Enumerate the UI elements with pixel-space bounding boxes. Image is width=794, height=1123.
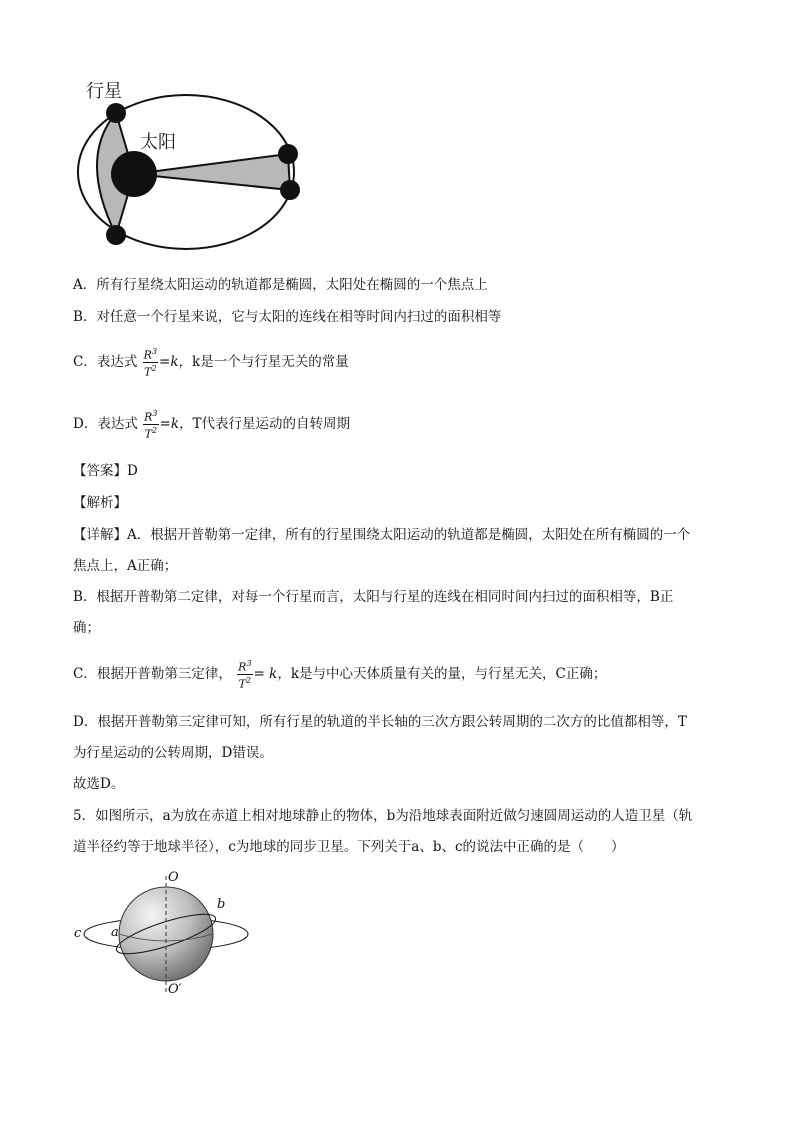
label-a: a [111,925,119,940]
option-a: A．所有行星绕太阳运动的轨道都是椭圆，太阳处在椭圆的一个焦点上 [73,277,488,293]
explanation-c: C．根据开普勒第三定律， $\frac{R^3}{T^2}$ = k，k是与中心天体质量有关的量，与行星无关，C正确； [73,659,607,691]
planet-right-lower [280,180,300,200]
option-c-prefix: C．表达式 [73,354,138,370]
planet-bottom-left [106,225,126,245]
option-c: C．表达式 $\frac{R^3}{T^2}$ =k，k是一个与行星无关的常量 [73,347,349,379]
explanation-a-line2: 焦点上，A正确； [73,558,178,574]
answer-label: 【答案】 [73,463,127,479]
explanation-d-line1: D．根据开普勒第三定律可知，所有行星的轨道的半长轴的三次方跟公转周期的二次方的比值都相等，T [73,714,687,730]
sun-label: 太阳 [140,132,176,153]
label-o-prime: O′ [168,982,182,997]
formula-fraction: $\frac{R^3}{T^2}$ [144,409,158,441]
conclusion: 故选D。 [73,776,125,792]
option-c-suffix: k是一个与行星无关的常量 [192,354,349,370]
option-b: B．对任意一个行星来说，它与太阳的连线在相等时间内扫过的面积相等 [73,309,502,325]
sun [111,151,157,197]
explanation-b-line2: 确； [73,620,100,636]
label-c: c [74,926,82,941]
formula-fraction: $\frac{R^3}{T^2}$ [143,347,158,379]
label-o: O [168,870,179,885]
explanation-a-line1: 【详解】A．根据开普勒第一定律，所有的行星围绕太阳运动的轨道都是椭圆，太阳处在所有椭圆的一个 [73,527,691,543]
question5-line1: 5．如图所示，a为放在赤道上相对地球静止的物体，b为沿地球表面附近做匀速圆周运动的人造卫星（轨 [73,808,693,824]
option-d: D．表达式 $\frac{R^3}{T^2}$ =k，T代表行星运动的自转周期 [73,409,351,441]
answer-value: D [127,463,138,479]
question5-line2: 道半径约等于地球半径），c为地球的同步卫星。下列关于a、b、c的说法中正确的是（ ） [73,839,625,855]
planet-right-upper [278,144,298,164]
formula-fraction: $\frac{R^3}{T^2}$ [238,659,252,691]
explanation-b-line1: B．根据开普勒第二定律，对每一个行星而言，太阳与行星的连线在相同时间内扫过的面积相等，B正 [73,589,674,605]
explanation-d-line2: 为行星运动的公转周期，D错误。 [73,745,273,761]
label-b: b [217,897,226,912]
answer-line [73,461,138,481]
analysis-label: 【解析】 [73,495,127,511]
option-d-prefix: D．表达式 [73,416,138,432]
option-d-suffix: T代表行星运动的自转周期 [192,416,351,432]
planet-top-left [106,103,126,123]
swept-area-right [134,154,290,190]
planet-label: 行星 [86,81,122,102]
